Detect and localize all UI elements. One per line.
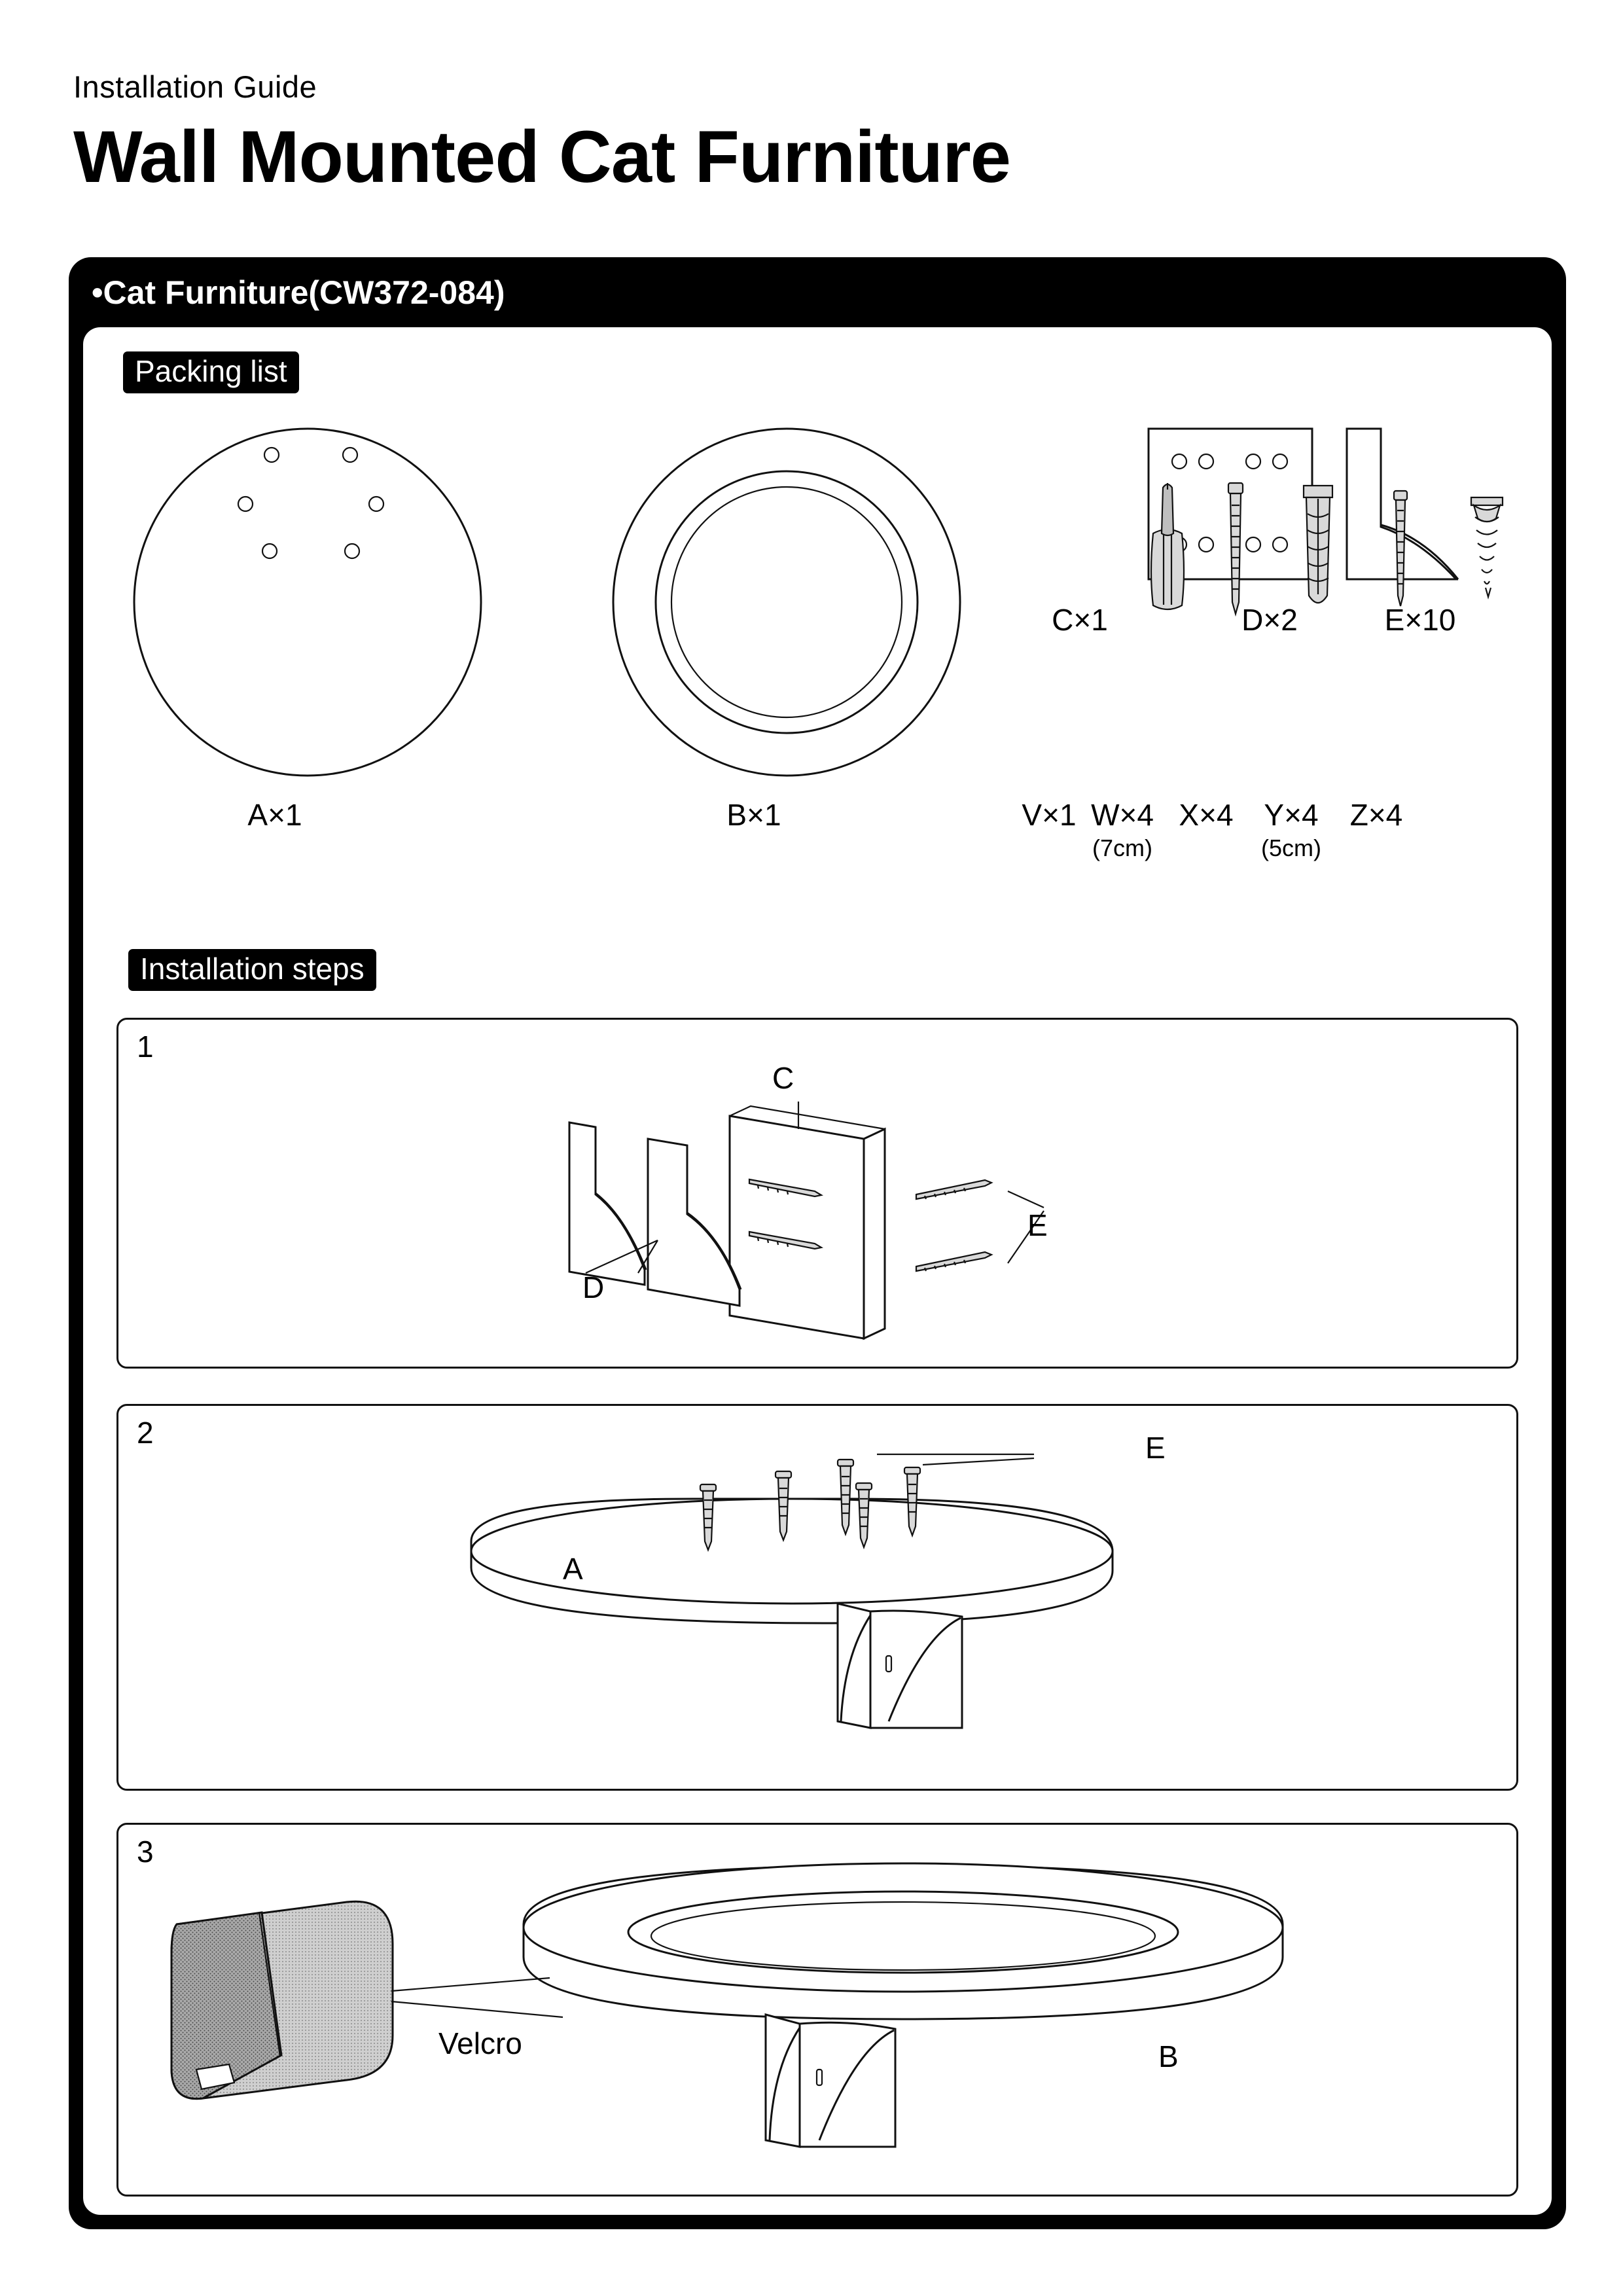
part-label-d: D×2 <box>1241 603 1298 637</box>
page-title: Wall Mounted Cat Furniture <box>73 116 1010 198</box>
part-label-a: A×1 <box>247 798 302 832</box>
round-board-icon <box>134 429 481 776</box>
part-label-e: E×10 <box>1384 603 1456 637</box>
ring-cushion-icon <box>613 429 960 776</box>
screw-icon <box>916 1252 991 1271</box>
part-label-z: Z×4 <box>1349 798 1403 832</box>
installation-steps-tag: Installation steps <box>128 949 376 991</box>
part-label-c: C×1 <box>1052 603 1108 637</box>
step-2-callout-e: E <box>1145 1431 1166 1465</box>
step-1-artwork <box>524 1077 1113 1358</box>
step-1-callout-e: E <box>1027 1208 1048 1242</box>
wall-anchor-icon <box>1304 486 1332 603</box>
step-number-2: 2 <box>137 1416 154 1450</box>
step-3-callout-velcro: Velcro <box>438 2026 522 2060</box>
step-1-callout-c: C <box>772 1061 794 1095</box>
step-1-callout-d: D <box>582 1270 605 1304</box>
wood-screw-icon <box>1471 497 1503 597</box>
part-label-y: Y×4 <box>1264 798 1319 832</box>
document-eyebrow: Installation Guide <box>73 69 317 104</box>
step-number-1: 1 <box>137 1030 154 1064</box>
packing-list-tag: Packing list <box>123 351 299 393</box>
part-label-v: V×1 <box>1022 798 1077 832</box>
step-2-callout-a: A <box>563 1552 583 1586</box>
screw-icon <box>916 1180 991 1199</box>
part-label-w: W×4 <box>1091 798 1154 832</box>
part-label-b: B×1 <box>726 798 781 832</box>
step-3-callout-b: B <box>1158 2039 1179 2073</box>
part-note-y: (5cm) <box>1261 834 1321 861</box>
product-title: •Cat Furniture(CW372-084) <box>92 274 505 311</box>
part-label-x: X×4 <box>1179 798 1234 832</box>
step-3-artwork <box>131 1839 1505 2186</box>
step-number-3: 3 <box>137 1835 154 1869</box>
step-2-artwork <box>419 1440 1309 1780</box>
part-note-w: (7cm) <box>1092 834 1152 861</box>
